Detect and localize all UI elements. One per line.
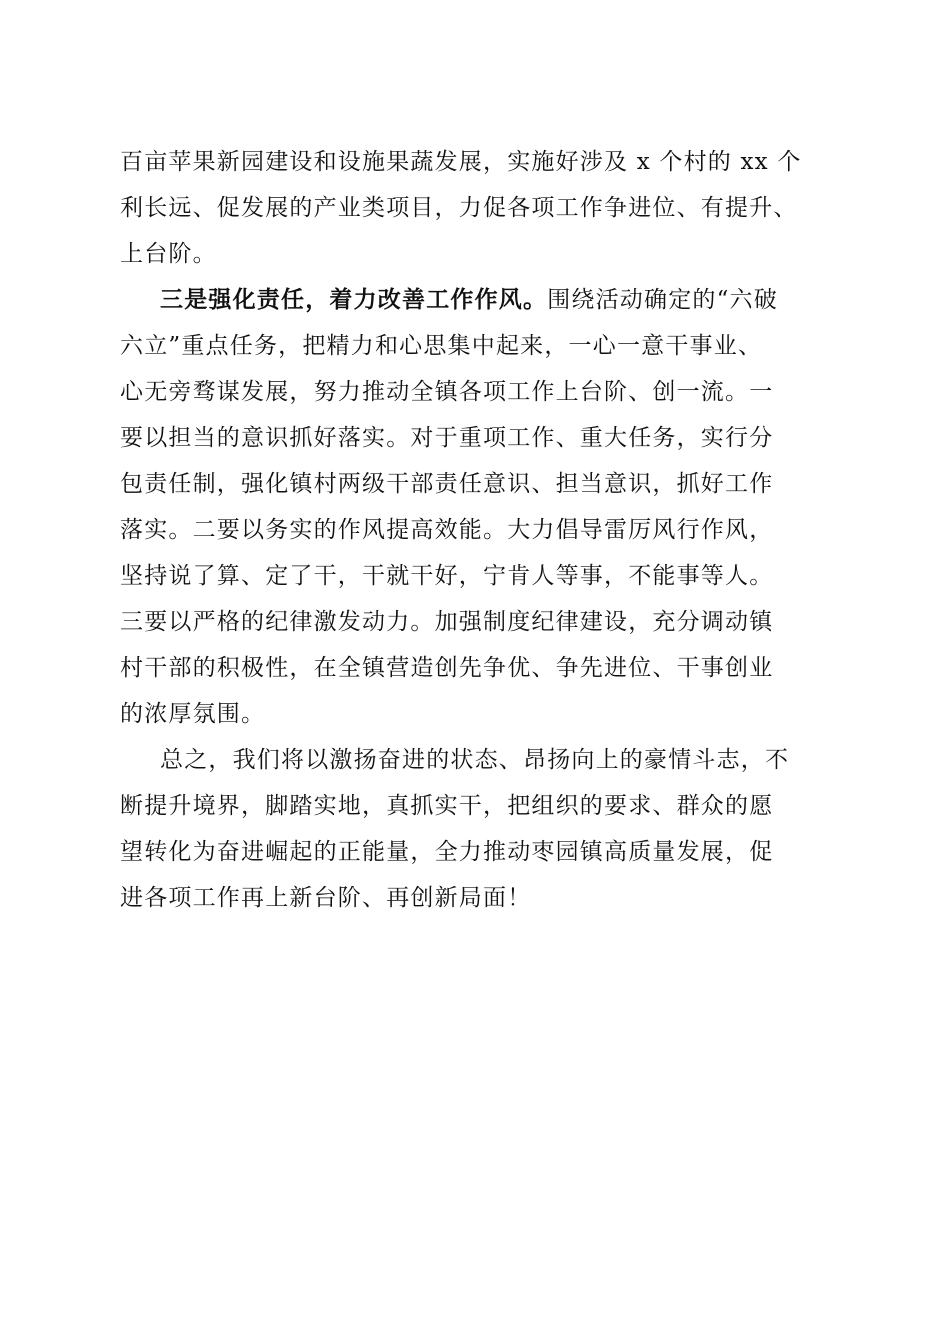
paragraph-2-line-3: 心无旁骛谋发展，努力推动全镇各项工作上台阶、创一流。一 — [120, 379, 774, 405]
paragraph-2-line-1-rest: 围绕活动确定的“六破 — [547, 287, 778, 313]
paragraph-3-line-4: 进各项工作再上新台阶、再创新局面！ — [120, 885, 532, 911]
paragraph-2-line-1 — [160, 284, 778, 316]
paragraph-1-line-2: 利长远、促发展的产业类项目，力促各项工作争进位、有提升、 — [120, 195, 798, 221]
paragraph-3-line-1: 总之，我们将以激扬奋进的状态、昂扬向上的豪情斗志，不 — [160, 747, 790, 773]
paragraph-2-line-4: 要以担当的意识抓好落实。对于重项工作、重大任务，实行分 — [120, 425, 774, 451]
paragraph-2-line-9: 村干部的积极性，在全镇营造创先争优、争先进位、干事创业 — [120, 655, 774, 681]
paragraph-2-line-8: 三要以严格的纪律激发动力。加强制度纪律建设，充分调动镇 — [120, 609, 774, 635]
paragraph-2-line-7: 坚持说了算、定了干，干就干好，宁肯人等事，不能事等人。 — [120, 563, 774, 589]
paragraph-3-line-3: 望转化为奋进崛起的正能量，全力推动枣园镇高质量发展，促 — [120, 839, 774, 865]
paragraph-2-line-10: 的浓厚氛围。 — [120, 701, 266, 727]
paragraph-2-line-2: 六立”重点任务，把精力和心思集中起来，一心一意干事业、 — [120, 333, 763, 359]
paragraph-1-line-3: 上台阶。 — [120, 241, 217, 267]
paragraph-3-line-2: 断提升境界，脚踏实地，真抓实干，把组织的要求、群众的愿 — [120, 793, 774, 819]
paragraph-2-line-6: 落实。二要以务实的作风提高效能。大力倡导雷厉风行作风， — [120, 517, 774, 543]
paragraph-2-line-5: 包责任制，强化镇村两级干部责任意识、担当意识，抓好工作 — [120, 471, 774, 497]
paragraph-1-line-1: 百亩苹果新园建设和设施果蔬发展，实施好涉及 x 个村的 xx 个 — [120, 149, 802, 175]
paragraph-2-heading: 三是强化责任，着力改善工作作风。 — [160, 286, 548, 313]
